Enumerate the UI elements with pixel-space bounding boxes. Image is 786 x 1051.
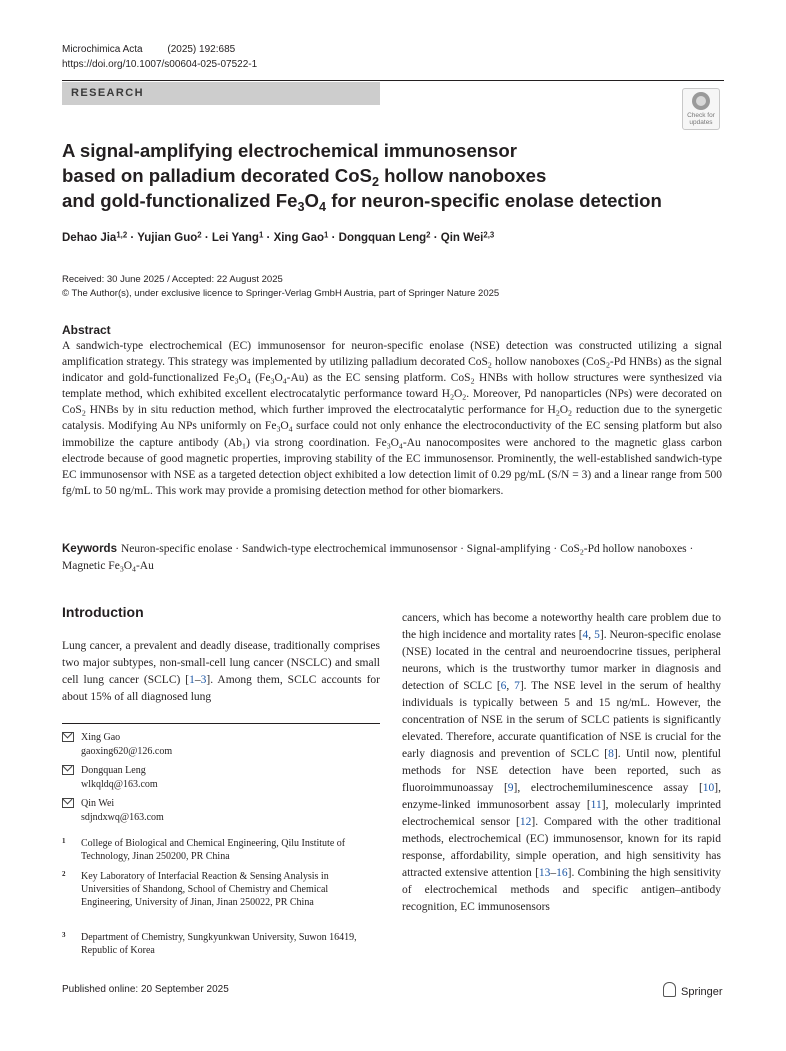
- author[interactable]: Dehao Jia: [62, 232, 117, 244]
- journal-name: Microchimica Acta: [62, 44, 143, 55]
- affiliation-text: College of Biological and Chemical Engineering, Qilu Institute of Technology, Jinan 250200, PR China: [81, 838, 346, 862]
- citation-link[interactable]: 4: [582, 629, 589, 641]
- author[interactable]: Dongquan Leng: [338, 232, 427, 244]
- contact-name: Xing Gao: [81, 732, 121, 743]
- author[interactable]: Yujian Guo: [137, 232, 198, 244]
- intro-paragraph-right: cancers, which has become a noteworthy health care problem due to the high incidence and mortality rates [4, 5]. Neuron-specific enolase (NSE) located in the central and neuroendocrine tissues, peripheral neurons, which is the trustworthy tumor marker in diagnosis and detection of SCLC [6, 7]. The NSE level in the serum of healthy individuals is typically between 5 and 15 ng/mL. However, the concentration of NSE in the serum of SCLC patients is significantly elevated. Therefore, accurate quantification of NSE is crucial for the early diagnosis and prevention of SCLC [8]. Until now, plentiful methods for NSE detection have been reported, such as fluoroimmunoassay [9], electrochemiluminescence assay [10], enzyme-linked immunosorbent assay [11], molecularly imprinted electrochemical sensor [12]. Compared with the other traditional methods, electrochemical (EC) immunosensor, known for its rapid response, affordability, simple operation, and high sensitivity has attracted extensive attention [13–16]. Combining the high sensitivity of electrochemical methods and specific antigen–antibody recognition, EC immunosensors: [402, 612, 722, 913]
- affiliation-text: Department of Chemistry, Sungkyunkwan University, Suwon 16419, Republic of Korea: [81, 932, 357, 956]
- journal-header: [62, 44, 235, 55]
- contact-name: Dongquan Leng: [81, 765, 146, 776]
- envelope-icon: [62, 798, 74, 808]
- section-label: RESEARCH: [62, 82, 380, 105]
- title-line-3: and gold-functionalized $Fe_3O_4$ for neuron-specific enolase detection: [62, 190, 662, 214]
- article-dates: [62, 273, 499, 301]
- affiliation-number: 1: [62, 837, 66, 845]
- check-for-updates-button[interactable]: [682, 88, 720, 130]
- check-updates-line1: Check for: [687, 112, 715, 119]
- contact-email[interactable]: gaoxing620@126.com: [81, 745, 173, 757]
- envelope-icon: [62, 765, 74, 775]
- journal-volume: (2025) 192:685: [167, 44, 236, 55]
- article-title: [62, 138, 742, 213]
- affiliation: [62, 870, 362, 909]
- affiliation-text: Key Laboratory of Interfacial Reaction & Sensing Analysis in Universities of Shandong, School of Chemistry and Chemical Engineering, University of Jinan, Jinan 250022, PR China: [81, 871, 329, 908]
- contact-entry: [62, 731, 172, 758]
- citation-link[interactable]: 9: [507, 782, 514, 794]
- affiliation: [62, 837, 362, 863]
- citation-link[interactable]: 1: [189, 674, 195, 686]
- publisher-logo: [663, 982, 723, 998]
- abstract-body: A sandwich-type electrochemical (EC) immunosensor for neuron-specific enolase (NSE) detection was constructed utilizing a signal amplification strategy. This strategy was implemented by utilizing palladium decorated CoS$_2$ hollow nanoboxes (CoS$_2$-Pd HNBs) as the signal indicator and gold-functionalized $Fe_3O_4$ $(Fe_3O_4-Au)$ as the EC sensing platform. CoS$_2$ HNBs with hollow structures were synthesized via template method, which exhibited excellent electrocatalytic performance toward $H_2O_2$. Moreover, Pd nanoparticles (NPs) were decorated on CoS$_2$ HNBs by in situ reduction method, which further improved the electrocatalytic performance for $H_2O_2$ reduction due to the synergetic catalysis. Modifying Au NPs uniformly on $Fe_3O_4$ surface could not only enhance the electroconductivity of the EC sensing platform but also immobilize the capture antibody $(Ab_1)$ via strong coordination. $Fe_3O_4-Au$ nanocomposites were anchored to the magnetic glass carbon electrode because of good magnetic properties, improving stability of the EC immunosensor. Prominently, the well-established sandwich-type EC immunosensor with NSE as a targeted detection object exhibited a low detection limit of 0.29 pg/mL (S/N = 3) and a linear range from 500 fg/mL to 50 ng/mL. This work may provide a promising detection method for other biomarkers.: [62, 340, 723, 497]
- introduction-heading: Introduction: [62, 604, 144, 620]
- author-list: Dehao Jia$^{1,2}$ · Yujian Guo$^2$ · Lei Yang$^1$ · Xing Gao$^1$ · Dongquan Leng$^2$ · Qin Wei$^{2,3}$: [62, 230, 495, 244]
- citation-link[interactable]: 13: [538, 867, 551, 879]
- springer-horse-icon: [663, 982, 676, 997]
- title-line-1: A signal-amplifying electrochemical immunosensor: [62, 140, 517, 161]
- received-accepted: Received: 30 June 2025 / Accepted: 22 August 2025: [62, 274, 283, 285]
- citation-link[interactable]: 8: [608, 748, 614, 760]
- author[interactable]: Lei Yang: [211, 232, 259, 244]
- keywords-heading: Keywords: [62, 543, 117, 555]
- intro-paragraph-left: Lung cancer, a prevalent and deadly disease, traditionally comprises two major subtypes, non-small-cell lung cancer (NSCLC) and small cell lung cancer (SCLC) [1–3]. Among them, SCLC accounts for about 15% of all diagnosed lung: [62, 640, 381, 703]
- contact-entry: [62, 797, 164, 824]
- contact-email[interactable]: sdjndxwq@163.com: [81, 811, 164, 823]
- published-online: Published online: 20 September 2025: [62, 984, 229, 995]
- author[interactable]: Xing Gao: [273, 232, 325, 244]
- citation-link[interactable]: 10: [702, 782, 715, 794]
- publisher-name: Springer: [681, 986, 723, 998]
- footnote-rule: [62, 723, 380, 724]
- title-line-2: based on palladium decorated CoS$_2$ hollow nanoboxes: [62, 165, 547, 189]
- copyright-notice: © The Author(s), under exclusive licence to Springer-Verlag GmbH Austria, part of Springer Nature 2025: [62, 288, 500, 299]
- citation-link[interactable]: 7: [514, 680, 520, 692]
- contact-name: Qin Wei: [81, 798, 115, 809]
- citation-link[interactable]: 16: [556, 867, 568, 879]
- citation-link[interactable]: 5: [594, 629, 600, 641]
- citation-link[interactable]: 6: [500, 680, 507, 692]
- header-rule: [62, 80, 724, 81]
- contact-email[interactable]: wlkqldq@163.com: [81, 778, 158, 790]
- crossmark-icon: [692, 92, 710, 110]
- affiliation-number: 2: [62, 870, 66, 878]
- affiliation: [62, 931, 362, 957]
- check-updates-line2: updates: [689, 119, 713, 126]
- doi-link[interactable]: https://doi.org/10.1007/s00604-025-07522-1: [62, 59, 258, 70]
- author[interactable]: Qin Wei: [440, 232, 484, 244]
- contact-entry: [62, 764, 158, 791]
- abstract-heading: Abstract: [62, 323, 111, 337]
- citation-link[interactable]: 12: [519, 816, 532, 828]
- affiliation-number: 3: [62, 931, 66, 939]
- citation-link[interactable]: 3: [200, 674, 207, 686]
- keywords: Keywords Neuron-specific enolase · Sandwich-type electrochemical immunosensor · Signal-amplifying · CoS$_2$-Pd hollow nanoboxes · Magnetic $Fe_3O_4-Au$: [62, 543, 694, 573]
- envelope-icon: [62, 732, 74, 742]
- citation-link[interactable]: 11: [590, 799, 602, 811]
